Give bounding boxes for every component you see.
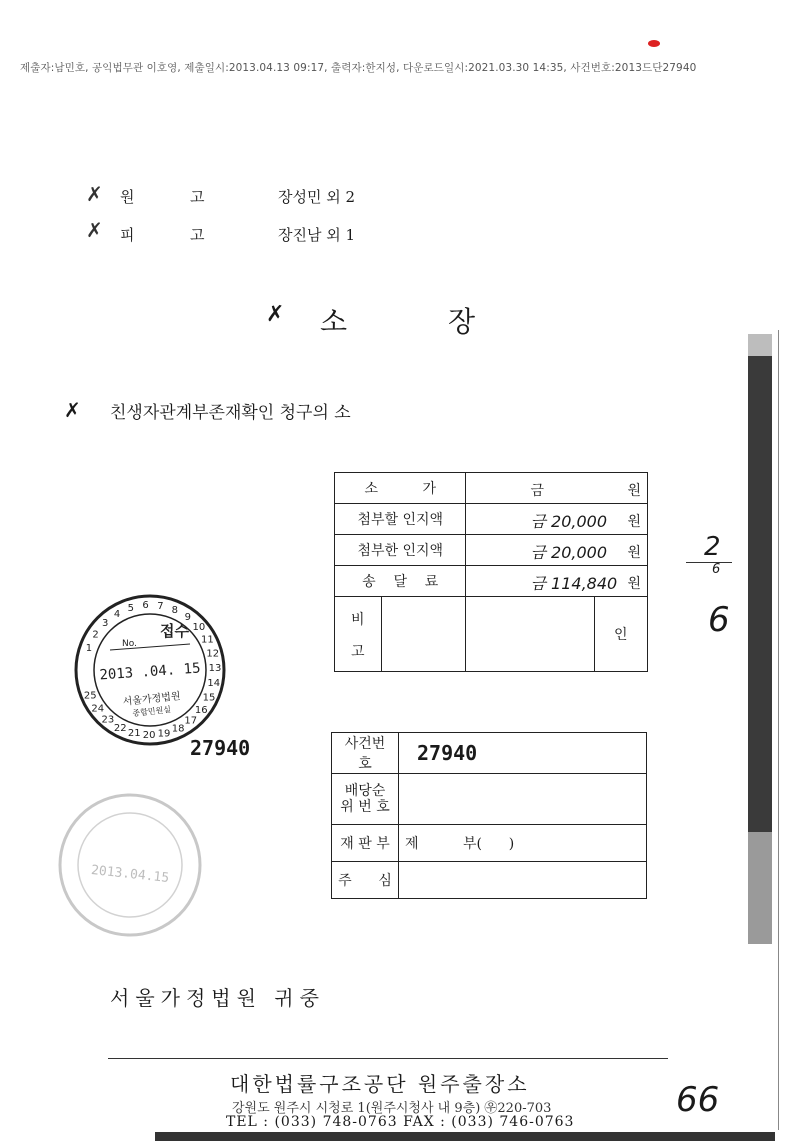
stamp-digit: 15 [202,692,216,704]
defendant-name: 장진남 외 1 [278,226,356,244]
plaintiff-name: 장성민 외 2 [278,188,356,206]
scan-edge-light [748,832,772,944]
organization-phone: TEL : (033) 748-0763 FAX : (033) 746-0763 [226,1114,575,1130]
stamp-digit: 2 [92,629,99,641]
margin-fraction-top: 2 [704,532,721,562]
stamp-date: 2013 .04. 15 [98,660,202,684]
defendant-row [0,218,700,248]
plaintiff-row [0,182,700,210]
seal-label: 인 [594,597,648,672]
fee-value: 금 [530,483,545,499]
checkmark-icon: ✗ [86,182,103,206]
checkmark-icon: ✗ [64,398,81,422]
stamp-digit: 24 [91,703,105,715]
defendant-label-a: 피 [120,226,135,244]
checkmark-icon: ✗ [86,218,103,242]
stamp-digit: 5 [127,602,134,614]
stamp-digit: 7 [157,600,164,612]
table-row [335,535,648,566]
stamp-digit: 13 [208,663,222,675]
fee-label: 첨부한 인지액 [335,535,466,566]
stamp-title: 접수 [160,622,189,640]
received-stamp [72,592,228,748]
fee-value: 금 20,000 [530,512,608,531]
red-mark [648,40,660,47]
page-edge-line [778,330,779,1130]
dist-label: 배당순위 번 호 [332,774,399,825]
stamp-digit: 17 [184,715,198,727]
table-row [332,774,647,825]
stamp-digit: 4 [113,608,121,620]
court-addressee: 서울가정법원 귀중 [110,986,325,1010]
document-title-b: 장 [448,305,476,338]
division-label: 재 판 부 [332,825,399,862]
stamp-digit: 14 [207,678,221,690]
checkmark-icon: ✗ [266,302,285,327]
fee-value: 금 20,000 [530,543,608,562]
table-row [335,473,648,504]
page-number: 66 [676,1080,720,1120]
stamp-digit: 9 [184,612,191,624]
stamp-digit: 8 [171,604,178,616]
stamp-no: No. [122,639,137,649]
fee-unit: 원 [627,576,641,592]
stamp-digit: 6 [142,600,149,612]
footer-rule [108,1058,668,1059]
stamp-digit: 16 [194,705,208,716]
table-row [335,566,648,597]
case-number-stamp: 27940 [190,736,251,760]
stamp-digit: 18 [171,723,185,735]
faded-stamp-date: 2013.04.15 [90,862,170,887]
stamp-digit: 22 [113,722,127,734]
division-value: 제 부( ) [399,825,647,862]
organization-address: 강원도 원주시 시청로 1(원주시청사 내 9층) ㉾220-703 [232,1101,552,1116]
fee-label: 소 가 [335,473,466,504]
plaintiff-label-a: 원 [120,188,135,206]
judge-label: 주 심 [332,862,399,899]
case-no-value: 27940 [399,733,647,774]
organization-name: 대한법률구조공단 원주출장소 [230,1072,530,1096]
table-row [332,733,647,774]
faded-stamp [55,790,205,940]
margin-fraction-line [686,562,732,563]
fee-value: 금 114,840 [530,574,618,593]
margin-six: 6 [708,600,730,640]
case-table [331,732,647,899]
scan-edge-top [748,334,772,356]
case-no-label: 사건번호 [332,733,399,774]
fee-table [334,472,648,672]
remark-label: 비 [351,612,365,628]
table-row [332,825,647,862]
fee-unit: 원 [627,545,641,561]
stamp-digit: 3 [102,617,109,629]
fee-unit: 원 [627,514,641,530]
stamp-digit: 21 [127,728,141,740]
table-row [332,862,647,899]
fee-unit: 원 [627,483,641,499]
margin-fraction-bottom: 6 [712,562,721,577]
stamp-digit: 12 [206,648,220,660]
scan-edge-dark [748,356,772,832]
claim-title: 친생자관계부존재확인 청구의 소 [110,403,351,423]
stamp-digit: 20 [142,730,156,741]
document-header-line: 제출자:남민호, 공익법무관 이호영, 제출일시:2013.04.13 09:17, 출력자:한지성, 다운로드일시:2021.03.30 14:35, 사건번호:2013드단27940 [20,62,697,74]
table-row [335,597,648,672]
stamp-digit: 23 [101,714,115,726]
stamp-digit: 1 [85,642,93,654]
stamp-digit: 25 [83,690,97,702]
fee-label: 송 달 료 [335,566,466,597]
scan-edge-bottom [155,1132,775,1141]
stamp-office: 종합민원실 [132,705,172,719]
stamp-digit: 11 [201,634,214,646]
defendant-label-b: 고 [190,226,205,244]
remark-label: 고 [351,644,365,660]
stamp-digit: 10 [192,622,206,634]
stamp-digit: 19 [157,728,171,740]
table-row [335,504,648,535]
document-title-a: 소 [320,305,348,338]
stamp-court: 서울가정법원 [122,691,182,709]
plaintiff-label-b: 고 [190,188,205,206]
fee-label: 첨부할 인지액 [335,504,466,535]
